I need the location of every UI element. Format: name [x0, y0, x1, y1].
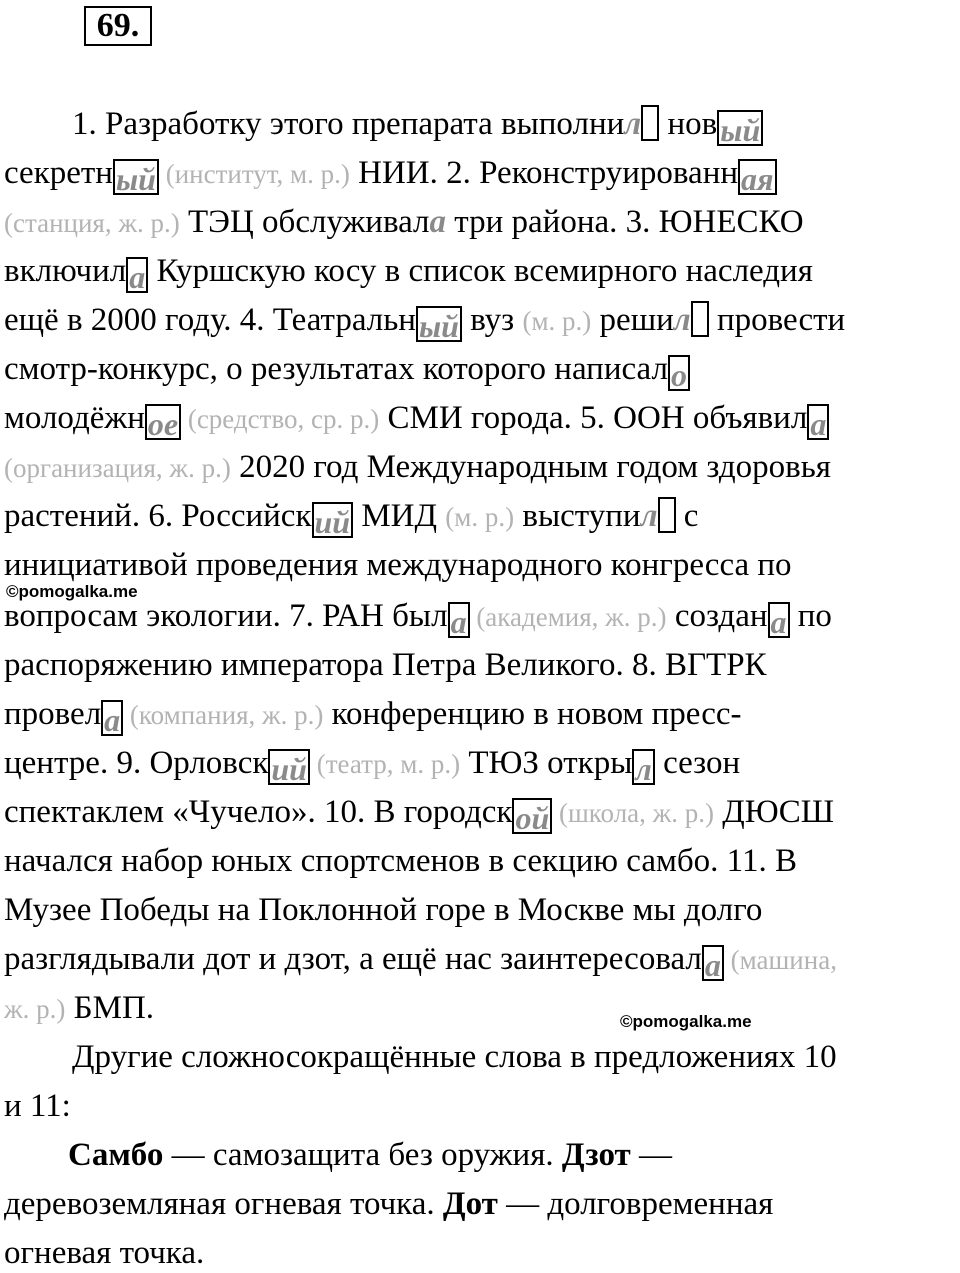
- text-line-15: [4, 792, 834, 834]
- ending-box: [658, 497, 676, 533]
- ending-box: [268, 749, 310, 785]
- text-fragment: — самозащита без оружия.: [163, 1137, 562, 1173]
- exercise-number: 69.: [84, 6, 152, 46]
- text-fragment: распоряжению императора Петра Великого. 8. ВГТРК: [4, 647, 767, 683]
- text-line-9: [4, 496, 698, 538]
- text-fragment: ТЭЦ обслуживал: [179, 204, 430, 240]
- inserted-ending: л: [624, 106, 642, 142]
- text-line-21: [4, 1086, 71, 1126]
- text-fragment: по: [789, 598, 832, 634]
- inserted-ending: а: [129, 259, 146, 295]
- text-fragment: создан: [666, 598, 768, 634]
- text-line-4: [4, 251, 813, 293]
- inserted-ending: а: [810, 406, 827, 442]
- gender-note: (машина,: [723, 945, 837, 975]
- inserted-ending: а: [770, 604, 787, 640]
- inserted-ending: ая: [741, 161, 774, 197]
- text-fragment: три района. 3. ЮНЕСКО: [446, 204, 804, 240]
- ending-box: [807, 404, 829, 440]
- text-fragment: сезон: [654, 745, 741, 781]
- ending-box: [768, 602, 790, 638]
- inserted-ending: ий: [314, 504, 351, 540]
- term-dzot: Дзот: [561, 1137, 631, 1173]
- text-fragment: растений. 6. Российск: [4, 498, 312, 534]
- text-line-7: [4, 398, 829, 440]
- ending-box: [632, 749, 654, 785]
- gender-note: (театр, м. р.): [309, 749, 461, 779]
- text-fragment: ещё в 2000 году. 4. Театральн: [4, 302, 416, 338]
- inserted-ending: ый: [115, 161, 156, 197]
- gender-note: (м. р.): [522, 306, 592, 336]
- text-line-17: [4, 890, 762, 930]
- text-fragment: конференцию в новом пресс-: [323, 696, 742, 732]
- inserted-ending: ый: [720, 112, 761, 148]
- inserted-ending: а: [429, 204, 447, 240]
- ending-box: [668, 355, 690, 391]
- text-fragment: СМИ города. 5. ООН объявил: [379, 400, 808, 436]
- ending-box: [416, 306, 462, 342]
- gender-note: ж. р.): [4, 994, 66, 1024]
- text-fragment: БМП.: [65, 990, 155, 1026]
- text-line-12: [4, 645, 767, 685]
- text-fragment: и 11:: [4, 1088, 71, 1124]
- ending-box: [512, 798, 552, 834]
- gender-note: (м. р.): [445, 502, 515, 532]
- text-line-23: [4, 1184, 773, 1224]
- text-fragment: разглядывали дот и дзот, а ещё нас заинтересовал: [4, 941, 702, 977]
- text-fragment: смотр-конкурс, о результатах которого написал: [4, 351, 668, 387]
- text-line-8: [4, 447, 831, 488]
- inserted-ending: ый: [418, 308, 459, 344]
- inserted-ending: ое: [147, 406, 179, 442]
- text-fragment: Музее Победы на Поклонной горе в Москве мы долго: [4, 892, 763, 928]
- ending-box: [717, 110, 763, 146]
- text-fragment: вопросам экологии. 7. РАН был: [4, 598, 448, 634]
- text-fragment: молодёжн: [4, 400, 145, 436]
- ending-box: [448, 602, 470, 638]
- text-fragment: —: [630, 1137, 673, 1173]
- text-line-13: [4, 694, 741, 736]
- text-fragment: секретн: [4, 155, 113, 191]
- text-fragment: ДЮСШ: [714, 794, 835, 830]
- ending-box: [691, 301, 709, 337]
- inserted-ending: о: [670, 357, 687, 393]
- text-fragment: Другие сложносокращённые слова в предложениях 10: [72, 1039, 837, 1075]
- term-dot: Дот: [442, 1186, 498, 1222]
- term-sambo: Самбо: [68, 1137, 164, 1173]
- inserted-ending: а: [450, 604, 467, 640]
- text-fragment: 1. Разработку этого препарата выполни: [72, 106, 625, 142]
- gender-note: (организация, ж. р.): [4, 453, 231, 483]
- gender-note: (средство, ср. р.): [181, 404, 380, 434]
- text-fragment: центре. 9. Орловск: [4, 745, 269, 781]
- text-fragment: — долговременная: [497, 1186, 774, 1222]
- text-line-20: [72, 1037, 837, 1077]
- text-line-24: [4, 1233, 204, 1273]
- ending-box: [702, 945, 724, 981]
- watermark: ©pomogalka.me: [6, 582, 138, 601]
- text-fragment: нов: [659, 106, 718, 142]
- inserted-ending: л: [635, 751, 652, 787]
- ending-box: [738, 159, 776, 195]
- text-fragment: НИИ. 2. Реконструированн: [349, 155, 739, 191]
- text-fragment: МИД: [353, 498, 446, 534]
- ending-box: [145, 404, 181, 440]
- gender-note: (компания, ж. р.): [123, 700, 324, 730]
- text-fragment: инициативой проведения международного конгресса по: [4, 547, 792, 583]
- ending-box: [641, 105, 659, 141]
- inserted-ending: а: [104, 702, 121, 738]
- text-fragment: включил: [4, 253, 127, 289]
- inserted-ending: ой: [515, 800, 550, 836]
- text-line-5: [4, 300, 845, 342]
- text-line-16: [4, 841, 797, 881]
- ending-box: [101, 700, 123, 736]
- ending-box: [126, 257, 148, 293]
- gender-note: (станция, ж. р.): [4, 208, 180, 238]
- inserted-ending: а: [704, 947, 721, 983]
- watermark: ©pomogalka.me: [620, 1012, 752, 1031]
- inserted-ending: л: [640, 498, 658, 534]
- text-line-18: [4, 939, 837, 981]
- text-fragment: начался набор юных спортсменов в секцию самбо. 11. В: [4, 843, 797, 879]
- text-line-1: [72, 104, 763, 146]
- text-fragment: выступи: [514, 498, 641, 534]
- text-fragment: провести: [708, 302, 846, 338]
- text-line-22: [68, 1135, 672, 1175]
- text-fragment: Куршскую косу в список всемирного наследия: [148, 253, 813, 289]
- text-fragment: ТЮЗ откры: [460, 745, 633, 781]
- ending-box: [113, 159, 159, 195]
- gender-note: (академия, ж. р.): [469, 602, 667, 632]
- text-line-11: [4, 596, 832, 638]
- text-fragment: вуз: [461, 302, 523, 338]
- text-fragment: с: [675, 498, 699, 534]
- text-line-10: [4, 545, 792, 585]
- text-line-3: [4, 202, 804, 243]
- text-fragment: реши: [591, 302, 674, 338]
- text-fragment: огневая точка.: [4, 1235, 205, 1271]
- gender-note: (институт, м. р.): [158, 159, 350, 189]
- text-line-2: [4, 153, 777, 195]
- gender-note: (школа, ж. р.): [552, 798, 715, 828]
- text-fragment: 2020 год Международным годом здоровья: [230, 449, 831, 485]
- inserted-ending: л: [673, 302, 691, 338]
- text-fragment: спектаклем «Чучело». 10. В городск: [4, 794, 513, 830]
- text-line-19: [4, 988, 154, 1029]
- text-fragment: провел: [4, 696, 102, 732]
- text-line-14: [4, 743, 740, 785]
- text-line-6: [4, 349, 690, 391]
- ending-box: [312, 502, 354, 538]
- text-fragment: деревоземляная огневая точка.: [4, 1186, 443, 1222]
- inserted-ending: ий: [271, 751, 307, 787]
